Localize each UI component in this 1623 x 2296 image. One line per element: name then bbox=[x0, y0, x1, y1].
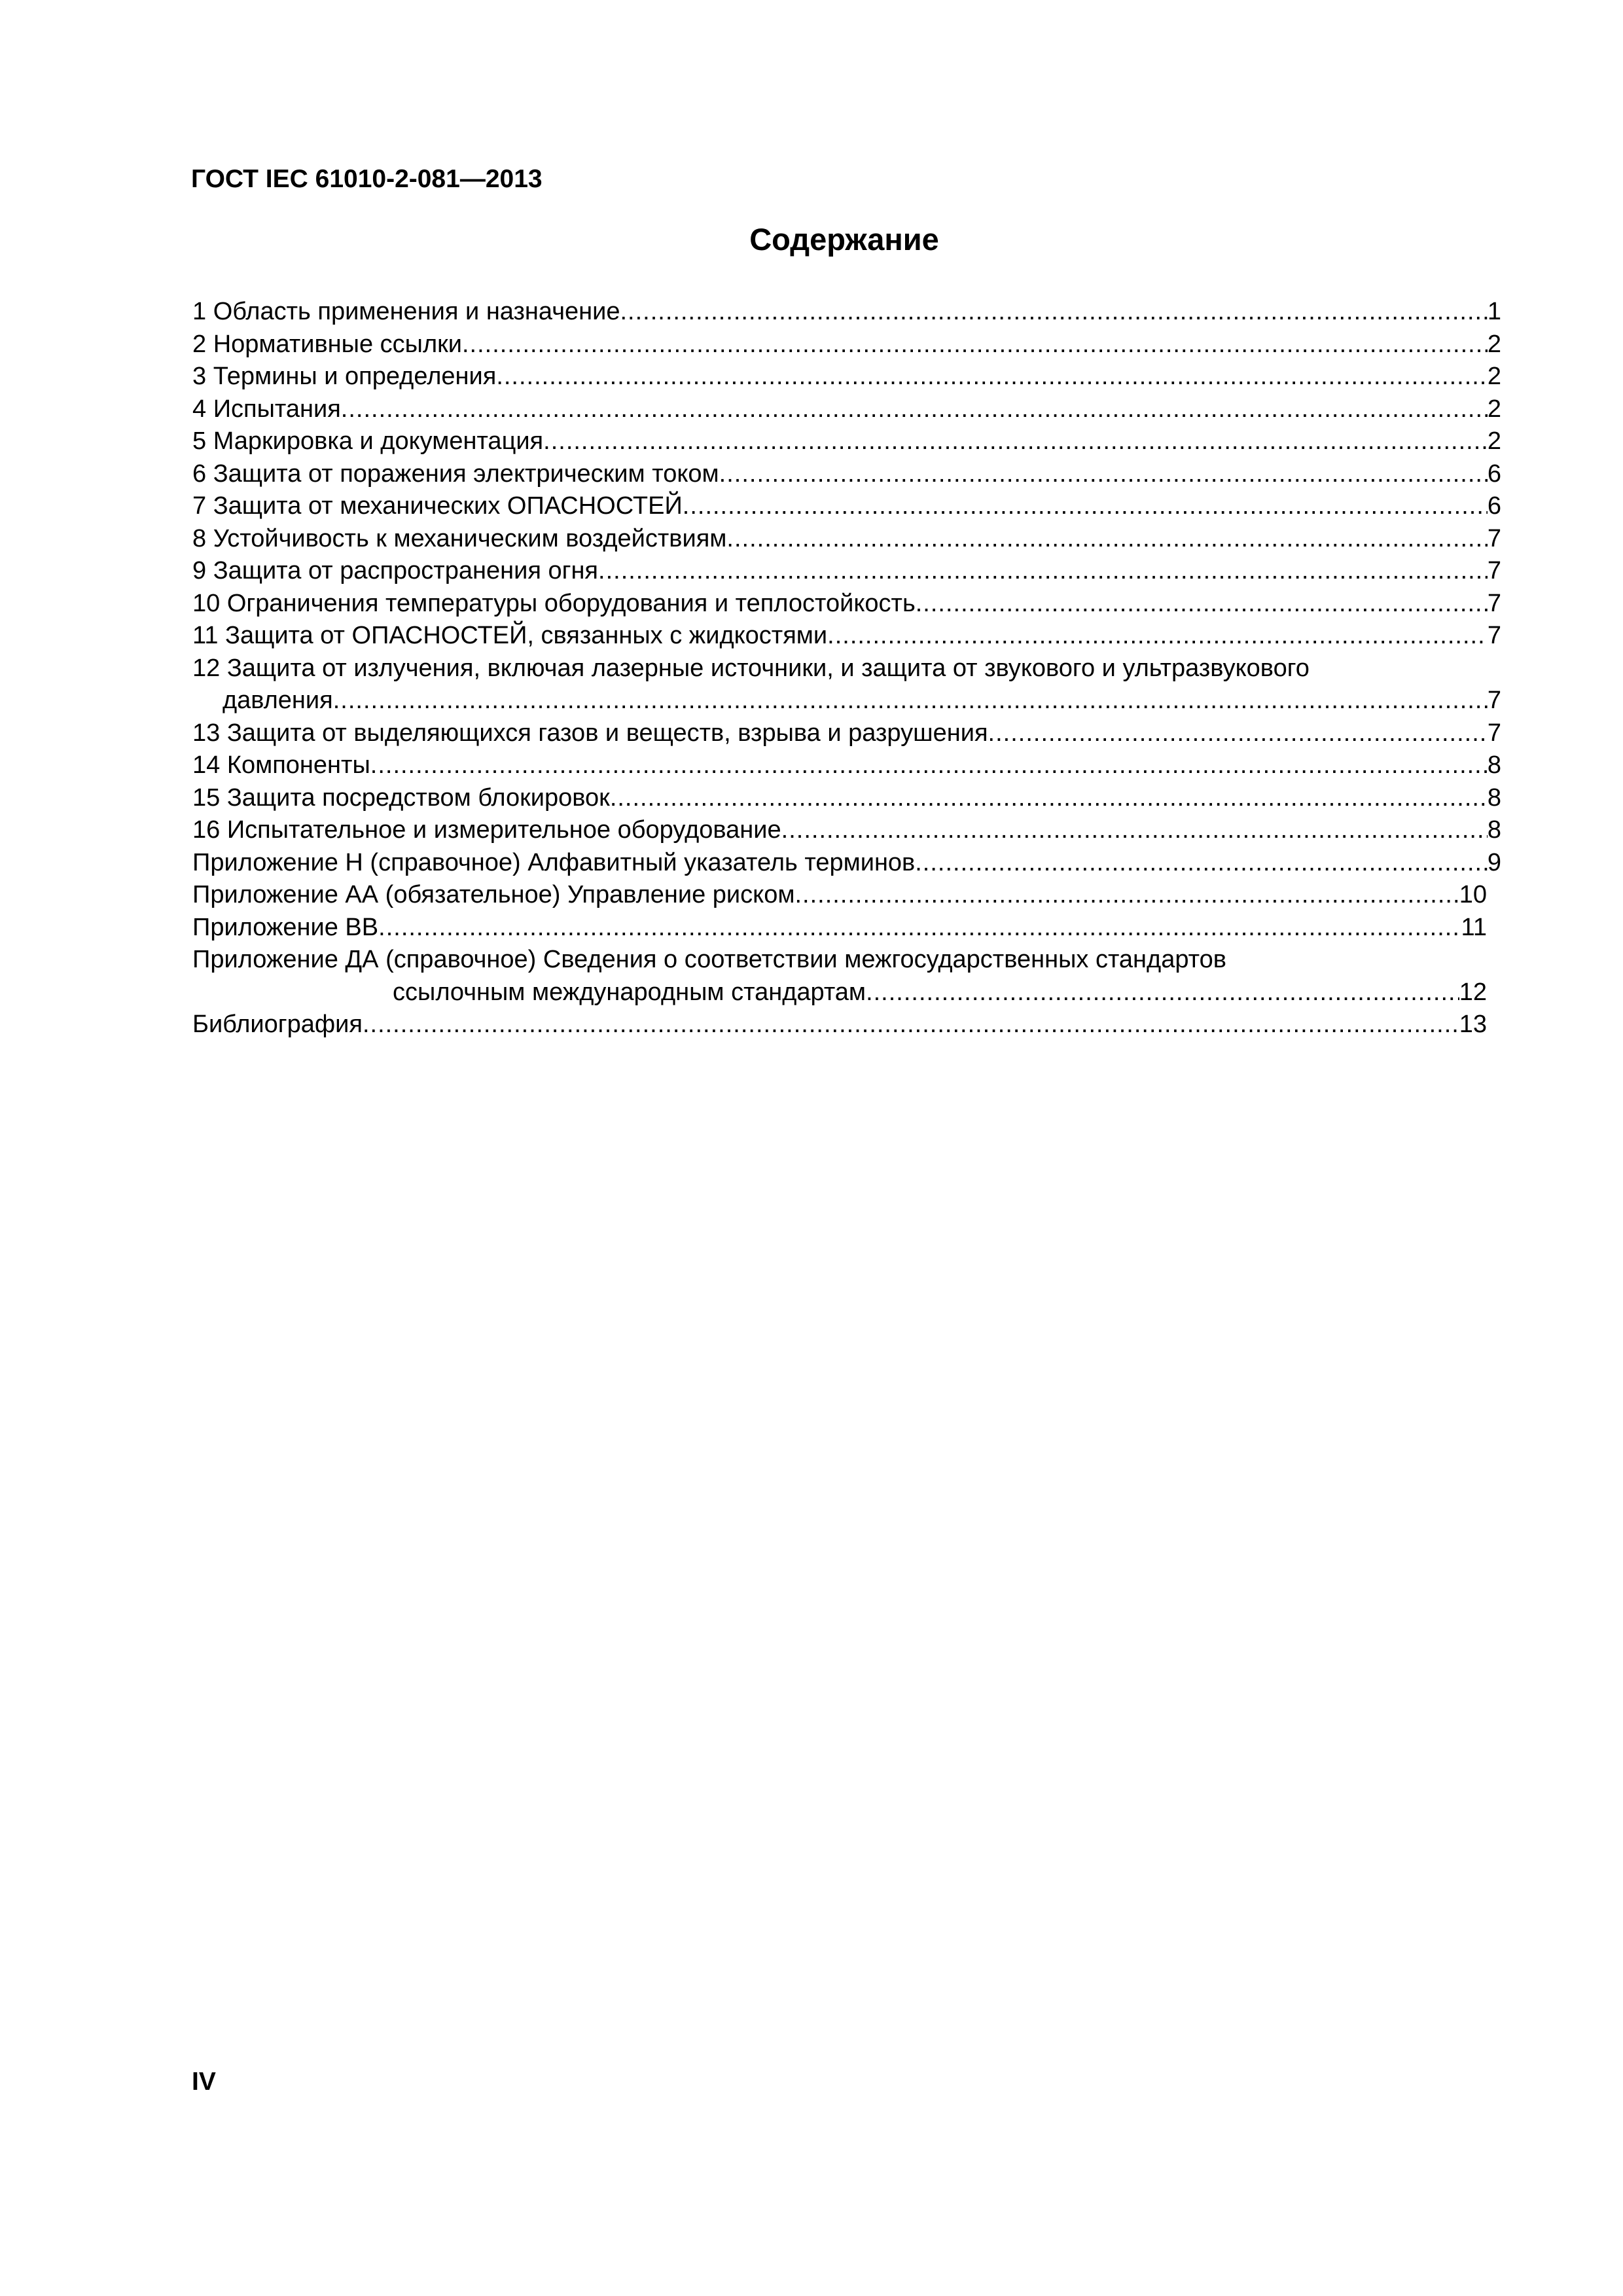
toc-entry[interactable] bbox=[192, 814, 1501, 847]
toc-entry[interactable] bbox=[192, 977, 1487, 1009]
toc-leader-dots bbox=[794, 879, 1459, 912]
toc-leader-dots bbox=[341, 393, 1488, 426]
toc-entry[interactable] bbox=[192, 555, 1501, 588]
toc-entry[interactable] bbox=[192, 1009, 1487, 1041]
toc-entry[interactable] bbox=[192, 685, 1501, 717]
toc-entry-page: 6 bbox=[1487, 492, 1501, 520]
toc-entry-page: 7 bbox=[1487, 622, 1501, 649]
toc-entry-label-continued: давления bbox=[223, 687, 333, 714]
toc-entry-label-continued: ссылочным международным стандартам bbox=[393, 978, 866, 1006]
toc-entry-page: 2 bbox=[1487, 363, 1501, 390]
toc-entry-page: 2 bbox=[1487, 427, 1501, 455]
toc-entry-label: 2 Нормативные ссылки bbox=[192, 330, 462, 358]
toc-entry-page: 2 bbox=[1487, 330, 1501, 358]
toc-entry-label: 16 Испытательное и измерительное оборудование bbox=[192, 816, 781, 844]
toc-entry[interactable] bbox=[192, 458, 1501, 491]
toc-entry-page: 8 bbox=[1487, 816, 1501, 844]
toc-entry[interactable] bbox=[192, 912, 1487, 944]
toc-leader-dots bbox=[719, 458, 1488, 491]
toc-entry-label: 4 Испытания bbox=[192, 395, 341, 423]
toc-entry-label: 8 Устойчивость к механическим воздействиям bbox=[192, 524, 727, 552]
toc-entry-page: 2 bbox=[1487, 395, 1501, 423]
toc-entry[interactable] bbox=[192, 329, 1501, 361]
toc-entry-label: 1 Область применения и назначение bbox=[192, 298, 620, 325]
toc-entry-page: 7 bbox=[1487, 557, 1501, 584]
toc-entry-page: 7 bbox=[1487, 719, 1501, 747]
toc-entry[interactable] bbox=[192, 361, 1501, 393]
toc-entry-label: 13 Защита от выделяющихся газов и веществ, взрыва и разрушения bbox=[192, 719, 988, 747]
toc-entry[interactable] bbox=[192, 879, 1487, 912]
toc-leader-dots bbox=[333, 685, 1488, 717]
toc-leader-dots bbox=[916, 588, 1488, 620]
toc-entry-label: Библиография bbox=[192, 1011, 363, 1038]
toc-entry-label: 15 Защита посредством блокировок bbox=[192, 783, 610, 812]
toc-title: Содержание bbox=[749, 222, 939, 257]
toc-leader-dots bbox=[683, 490, 1488, 523]
toc-entry-label: 6 Защита от поражения электрическим током bbox=[192, 459, 719, 488]
toc-entry-page: 9 bbox=[1487, 848, 1501, 876]
toc-entry-page: 1 bbox=[1487, 298, 1501, 325]
toc-entry-label: 14 Компоненты bbox=[192, 751, 370, 779]
toc-entry[interactable] bbox=[192, 782, 1501, 815]
toc-leader-dots bbox=[726, 523, 1487, 556]
toc-entry-label: Приложение Н (справочное) Алфавитный указатель терминов bbox=[192, 848, 916, 876]
toc-entry-label: Приложение АА (обязательное) Управление риском bbox=[192, 881, 795, 908]
toc-entry[interactable] bbox=[192, 588, 1501, 620]
toc-leader-dots bbox=[462, 329, 1488, 361]
toc-entry-page: 8 bbox=[1487, 783, 1501, 812]
page-number: IV bbox=[192, 2068, 216, 2096]
toc-entry-page: 7 bbox=[1487, 589, 1501, 617]
toc-entry-page: 12 bbox=[1459, 978, 1487, 1006]
toc-leader-dots bbox=[610, 782, 1488, 815]
toc-leader-dots bbox=[915, 847, 1488, 880]
toc-leader-dots bbox=[781, 814, 1488, 847]
toc-entry[interactable] bbox=[192, 847, 1501, 880]
toc-entry-label: 10 Ограничения температуры оборудования и теплостойкость bbox=[192, 589, 916, 617]
toc-entry-page: 7 bbox=[1487, 524, 1501, 552]
toc-entry-label[interactable]: 12 Защита от излучения, включая лазерные источники, и защита от звукового и ультразвукового bbox=[192, 654, 1310, 682]
toc-entry[interactable] bbox=[192, 490, 1501, 523]
toc-entry-label[interactable]: Приложение ДА (справочное) Сведения о соответствии межгосударственных стандартов bbox=[192, 946, 1226, 973]
toc-entry-page: 8 bbox=[1487, 751, 1501, 779]
toc-entry-page: 7 bbox=[1487, 687, 1501, 714]
toc-entry-label: 7 Защита от механических ОПАСНОСТЕЙ bbox=[192, 492, 683, 520]
table-of-contents bbox=[192, 296, 1501, 1041]
toc-entry-label: 5 Маркировка и документация bbox=[192, 427, 544, 455]
toc-entry-label: Приложение ВВ bbox=[192, 913, 379, 941]
toc-leader-dots bbox=[866, 977, 1459, 1009]
toc-leader-dots bbox=[370, 749, 1488, 782]
toc-entry[interactable] bbox=[192, 717, 1501, 750]
toc-leader-dots bbox=[496, 361, 1488, 393]
toc-entry[interactable] bbox=[192, 393, 1501, 426]
toc-leader-dots bbox=[598, 555, 1488, 588]
toc-entry-label: 3 Термины и определения bbox=[192, 363, 497, 390]
toc-entry[interactable] bbox=[192, 523, 1501, 556]
toc-entry[interactable] bbox=[192, 620, 1501, 653]
toc-leader-dots bbox=[363, 1009, 1459, 1041]
toc-entry-page: 6 bbox=[1487, 459, 1501, 488]
document-code: ГОСТ IEC 61010-2-081—2013 bbox=[191, 165, 543, 193]
toc-leader-dots bbox=[378, 912, 1461, 944]
toc-leader-dots bbox=[827, 620, 1488, 653]
toc-entry-page: 11 bbox=[1461, 913, 1487, 941]
toc-entry[interactable] bbox=[192, 296, 1501, 329]
toc-entry-label: 11 Защита от ОПАСНОСТЕЙ, связанных с жидкостями bbox=[192, 622, 828, 649]
toc-entry-label: 9 Защита от распространения огня bbox=[192, 557, 599, 584]
toc-leader-dots bbox=[620, 296, 1488, 329]
toc-leader-dots bbox=[988, 717, 1488, 750]
toc-entry[interactable] bbox=[192, 749, 1501, 782]
toc-entry[interactable] bbox=[192, 425, 1501, 458]
toc-entry-page: 13 bbox=[1459, 1011, 1487, 1038]
toc-leader-dots bbox=[543, 425, 1488, 458]
toc-entry-page: 10 bbox=[1459, 881, 1487, 908]
